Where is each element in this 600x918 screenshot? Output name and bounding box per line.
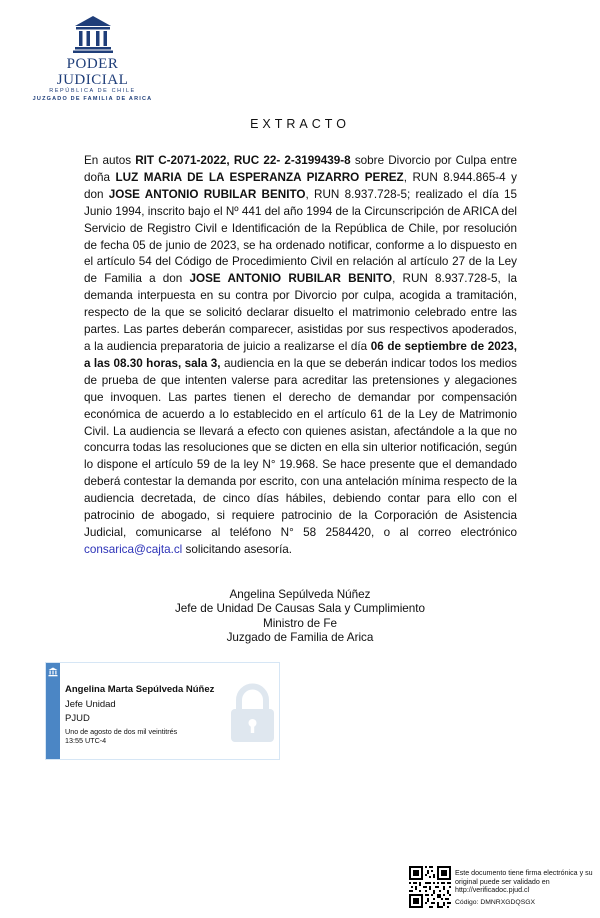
stamp-bar bbox=[46, 663, 60, 759]
courthouse-icon bbox=[48, 667, 58, 677]
signature-block bbox=[0, 588, 600, 646]
verification-code: Código: DMNRXGDQSGX bbox=[455, 898, 536, 906]
body-text: audiencia en la que se deberán indicar todos los medios de prueba de que intenten valerse para acreditar las pretensiones y alegaciones que invoquen. Las partes tienen el derecho de demandar por compensación económica de acuerdo a lo establecido en el artículo 61 de la Ley de Matrimonio Civil. La audiencia se llevará a efecto con quienes asistan, afectándole a la que no concurra todas las resoluciones que se dicten en ella sin ulterior notificación, según lo dispone el artículo 59 de la ley N° 19.968. Se hace presente que el demandado deberá contestar la demanda por escrito, con una antelación mínima respecto de la audiencia decretada, de cinco días hábiles, debiendo contar para ello con el patrocinio de abogado, si requiere patrocinio de la Corporación de Asistencia Judicial, comunicarse al teléfono N° 58 2584420, o al correo electrónico bbox=[84, 356, 517, 539]
body-text: , RUN 8.937.728-5, la demanda interpuesta en su contra por Divorcio por culpa, acogida a tramitación, respecto de la que se solicitó declarar disuelto el matrimonio celebrado entre las partes. Las partes deberán comparecer, asistidas por sus respectivos apoderados, a la audiencia preparatoria de juicio a realizarse el día bbox=[84, 272, 517, 353]
poder-judicial-logo bbox=[30, 14, 155, 100]
body-text: , RUN 8.944.865-4 y don bbox=[84, 170, 518, 201]
verification-text: Este documento tiene firma electrónica y su original puede ser validado en http://verificadoc.pjud.cl bbox=[455, 869, 593, 895]
defendant-name: JOSE ANTONIO RUBILAR BENITO bbox=[189, 272, 393, 286]
body-text: En autos bbox=[84, 154, 136, 167]
document-title: EXTRACTO bbox=[250, 117, 350, 131]
document-body bbox=[84, 153, 517, 559]
stamp-date-text: Uno de agosto de dos mil veintitrés bbox=[65, 727, 178, 736]
hearing-date: 06 de septiembre de 2023, a las 08.30 horas, sala 3, bbox=[84, 339, 517, 370]
body-text: solicitando asesoría. bbox=[182, 542, 293, 556]
logo-title: PODER JUDICIAL bbox=[56, 56, 129, 88]
signer-court: Juzgado de Familia de Arica bbox=[226, 631, 374, 645]
stamp-org: PJUD bbox=[65, 713, 90, 724]
stamp-time: 13:55 UTC-4 bbox=[65, 735, 107, 745]
stamp-date bbox=[65, 728, 177, 745]
electronic-signature-stamp bbox=[45, 662, 280, 760]
courthouse-icon bbox=[71, 14, 115, 54]
plaintiff-name: LUZ MARIA DE LA ESPERANZA PIZARRO PEREZ bbox=[115, 170, 404, 184]
stamp-signer-role: Jefe Unidad bbox=[65, 699, 116, 710]
case-number: RIT C-2071-2022, RUC 22- 2-3199439-8 bbox=[135, 154, 351, 167]
stamp-signer-name: Angelina Marta Sepúlveda Núñez bbox=[65, 684, 215, 695]
body-text: sobre Divorcio por Culpa entre doña bbox=[84, 154, 517, 184]
signer-name: Angelina Sepúlveda Núñez bbox=[229, 588, 371, 601]
body-text: , RUN 8.937.728-5; realizado el día 15 Junio 1994, inscrito bajo el Nº 441 del año 1994 de la Circunscripción de ARICA del Servicio de Registro Civil e Identificación de la República de Chile, por resolución de fecha 05 de junio de 2023, se ha ordenado notificar, conforme a lo dispuesto en el artículo 54 del Código de Procedimiento Civil en relación al artículo 27 de la Ley de Familia a don bbox=[84, 187, 518, 286]
signer-role: Jefe de Unidad De Causas Sala y Cumplimiento bbox=[174, 602, 426, 616]
signer-title: Ministro de Fe bbox=[262, 616, 338, 630]
qr-code[interactable] bbox=[409, 866, 451, 908]
logo-court: JUZGADO DE FAMILIA DE ARICA bbox=[32, 96, 153, 102]
verification-note bbox=[455, 869, 595, 907]
lock-icon bbox=[225, 682, 280, 744]
defendant-name: JOSE ANTONIO RUBILAR BENITO bbox=[108, 187, 306, 201]
logo-subtitle: REPÚBLICA DE CHILE bbox=[49, 88, 136, 94]
email-link[interactable]: consarica@cajta.cl bbox=[84, 542, 183, 556]
